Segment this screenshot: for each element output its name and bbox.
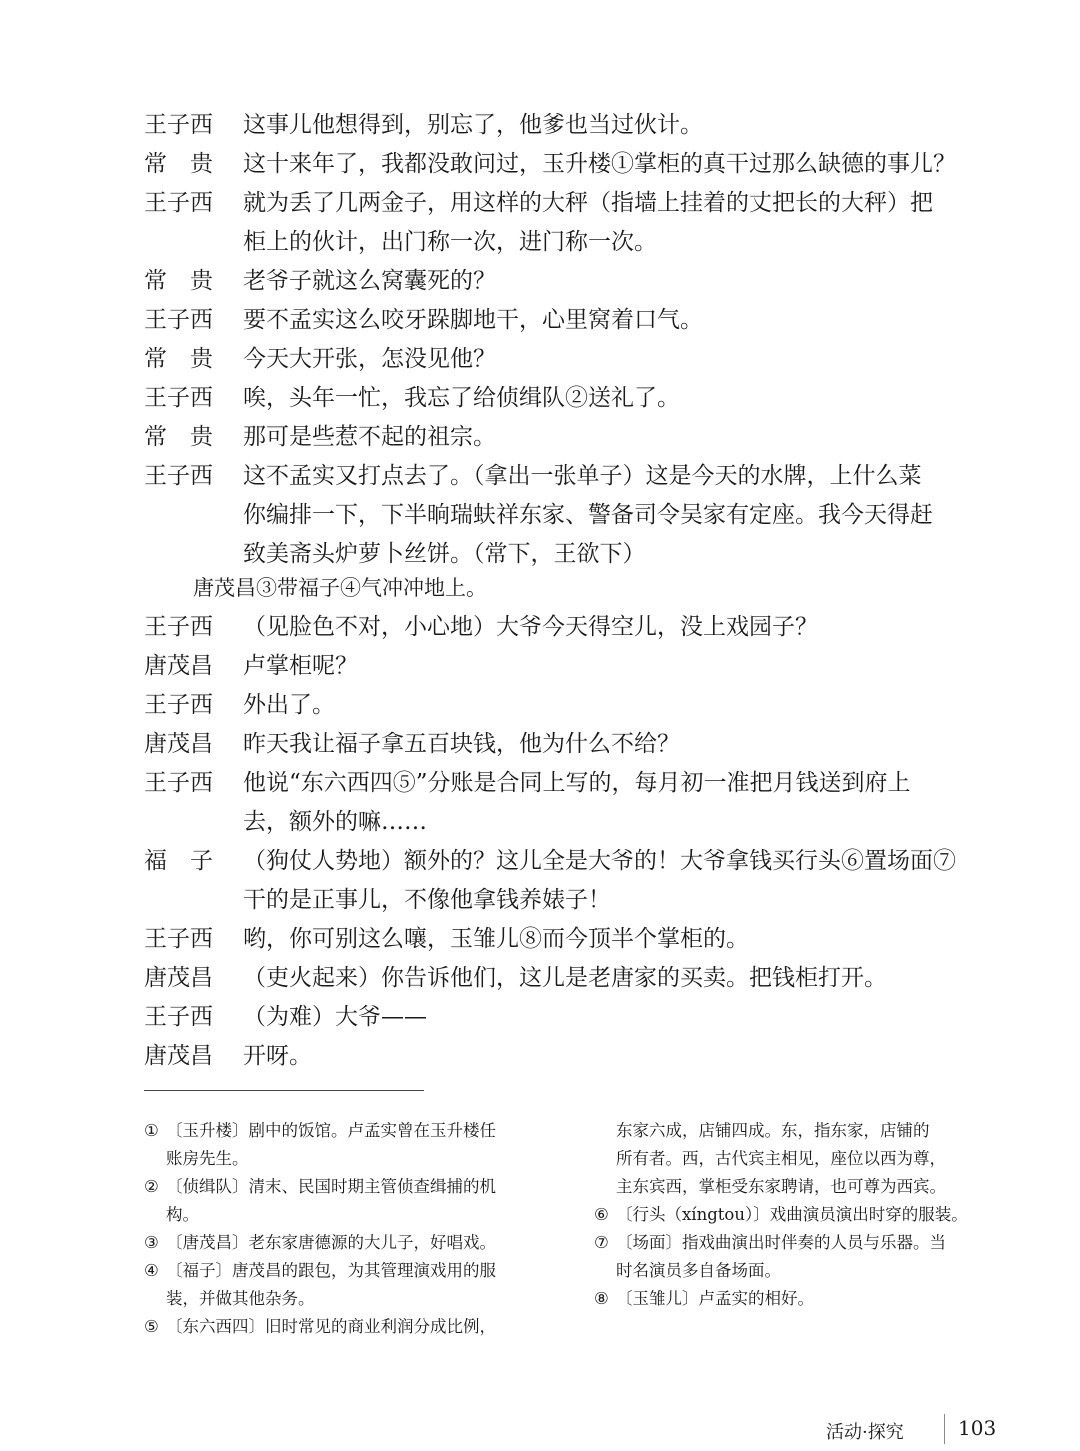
speaker-name: 常 贵 (144, 151, 213, 177)
footnote (594, 1285, 814, 1313)
dialogue-text: 就为丢了几两金子，用这样的大秤（指墙上挂着的丈把长的大秤）把 (243, 190, 933, 216)
footnote (144, 1229, 496, 1257)
footnote (144, 1201, 199, 1229)
speaker-name: 王子西 (144, 385, 213, 411)
dialogue-text: 那可是些惹不起的祖宗。 (243, 424, 496, 450)
dialogue-text: 你编排一下，下半晌瑞蚨祥东家、警备司令吴家有定座。我今天得赶 (243, 502, 933, 528)
speaker-name: 王子西 (144, 1004, 213, 1030)
footnote-text: 账房先生。 (166, 1149, 249, 1168)
footnote-number: ⑦ (594, 1233, 609, 1252)
speaker-name: 唐茂昌 (144, 731, 213, 757)
footnote-text: 〔玉雏儿〕卢孟实的相好。 (616, 1289, 814, 1308)
dialogue-text: 开呀。 (243, 1043, 312, 1069)
speaker-name: 王子西 (144, 112, 213, 138)
speaker-name: 福 子 (144, 848, 213, 874)
dialogue-text: （为难）大爷—— (243, 1004, 427, 1030)
footnote-number: ① (144, 1121, 159, 1140)
footnote (144, 1285, 315, 1313)
dialogue-text: 老爷子就这么窝囊死的？ (243, 268, 496, 294)
section-label: 活动·探究 (826, 1422, 904, 1443)
speaker-name: 常 贵 (144, 424, 213, 450)
footnote-text: 构。 (166, 1205, 199, 1224)
dialogue-text: 要不孟实这么咬牙跺脚地干，心里窝着口气。 (243, 307, 703, 333)
speaker-name: 王子西 (144, 614, 213, 640)
dialogue-text: 他说“东六西四⑤”分账是合同上写的，每月初一准把月钱送到府上 (243, 770, 911, 796)
footnote (594, 1145, 946, 1173)
footnote-text: 〔玉升楼〕剧中的饭馆。卢孟实曾在玉升楼任 (166, 1121, 496, 1140)
dialogue-text: 柜上的伙计，出门称一次，进门称一次。 (243, 229, 657, 255)
footnote-text: 主东宾西，掌柜受东家聘请，也可尊为西宾。 (616, 1177, 946, 1196)
dialogue-text: 昨天我让福子拿五百块钱，他为什么不给？ (243, 731, 680, 757)
footnote-number: ② (144, 1177, 159, 1196)
dialogue-text: 干的是正事儿，不像他拿钱养婊子！ (243, 887, 611, 913)
speaker-name: 王子西 (144, 926, 213, 952)
footnote-number: ⑥ (594, 1205, 609, 1224)
footnote (144, 1313, 496, 1341)
speaker-name: 常 贵 (144, 346, 213, 372)
dialogue-text: 今天大开张，怎没见他？ (243, 346, 496, 372)
footnote (144, 1173, 496, 1201)
dialogue-text: 卢掌柜呢？ (243, 653, 358, 679)
footnote (144, 1117, 496, 1145)
footnote (144, 1145, 249, 1173)
footnote-text: 东家六成，店铺四成。东，指东家，店铺的 (616, 1121, 930, 1140)
footnote (594, 1201, 968, 1229)
footnote-text: 时名演员多自备场面。 (616, 1261, 781, 1280)
footer-divider (944, 1414, 945, 1444)
footnote-text: 〔东六西四〕旧时常见的商业利润分成比例， (166, 1317, 496, 1336)
speaker-name: 唐茂昌 (144, 1043, 213, 1069)
footnote-number: ⑧ (594, 1289, 609, 1308)
speaker-name: 唐茂昌 (144, 653, 213, 679)
speaker-name: 王子西 (144, 692, 213, 718)
footnote (594, 1229, 946, 1257)
footnote-text: 装，并做其他杂务。 (166, 1289, 315, 1308)
dialogue-text: 外出了。 (243, 692, 335, 718)
footnote-number: ⑤ (144, 1317, 159, 1336)
dialogue-text: （见脸色不对，小心地）大爷今天得空儿，没上戏园子？ (243, 614, 818, 640)
footnote-text: 〔唐茂昌〕老东家唐德源的大儿子，好唱戏。 (166, 1233, 496, 1252)
speaker-name: 王子西 (144, 190, 213, 216)
dialogue-text: 唉，头年一忙，我忘了给侦缉队②送礼了。 (243, 385, 680, 411)
dialogue-text: 去，额外的嘛…… (243, 809, 427, 835)
footnote-text: 〔侦缉队〕清末、民国时期主管侦查缉捕的机 (166, 1177, 496, 1196)
footnote-text: 〔场面〕指戏曲演出时伴奏的人员与乐器。当 (616, 1233, 946, 1252)
stage-direction-text: 唐茂昌③带福子④气冲冲地上。 (193, 576, 487, 600)
footnote-text: 〔行头（xíngtou）〕戏曲演员演出时穿的服装。 (616, 1205, 968, 1224)
footnote-text: 所有者。西，古代宾主相见，座位以西为尊， (616, 1149, 946, 1168)
dialogue-text: （吏火起来）你告诉他们，这儿是老唐家的买卖。把钱柜打开。 (243, 965, 887, 991)
speaker-name: 常 贵 (144, 268, 213, 294)
dialogue-text: 这不孟实又打点去了。（拿出一张单子）这是今天的水牌，上什么菜 (243, 463, 922, 489)
page-number: 103 (958, 1416, 997, 1440)
footnote-divider (144, 1090, 424, 1091)
speaker-name: 唐茂昌 (144, 965, 213, 991)
speaker-name: 王子西 (144, 307, 213, 333)
dialogue-text: 这十来年了，我都没敢问过，玉升楼①掌柜的真干过那么缺德的事儿？ (243, 151, 956, 177)
footnote-text: 〔福子〕唐茂昌的跟包，为其管理演戏用的服 (166, 1261, 496, 1280)
footnote (594, 1173, 946, 1201)
dialogue-text: 致美斋头炉萝卜丝饼。（常下，王欲下） (243, 541, 646, 567)
footnote (594, 1117, 930, 1145)
page-footer (826, 1416, 997, 1444)
footnote (594, 1257, 781, 1285)
dialogue-text: （狗仗人势地）额外的？这儿全是大爷的！大爷拿钱买行头⑥置场面⑦ (243, 848, 956, 874)
footnote (144, 1257, 496, 1285)
footnote-number: ④ (144, 1261, 159, 1280)
speaker-name: 王子西 (144, 770, 213, 796)
dialogue-text: 哟，你可别这么嚷，玉雏儿⑧而今顶半个掌柜的。 (243, 926, 749, 952)
dialogue-text: 这事儿他想得到，别忘了，他爹也当过伙计。 (243, 112, 703, 138)
footnote-number: ③ (144, 1233, 159, 1252)
speaker-name: 王子西 (144, 463, 213, 489)
